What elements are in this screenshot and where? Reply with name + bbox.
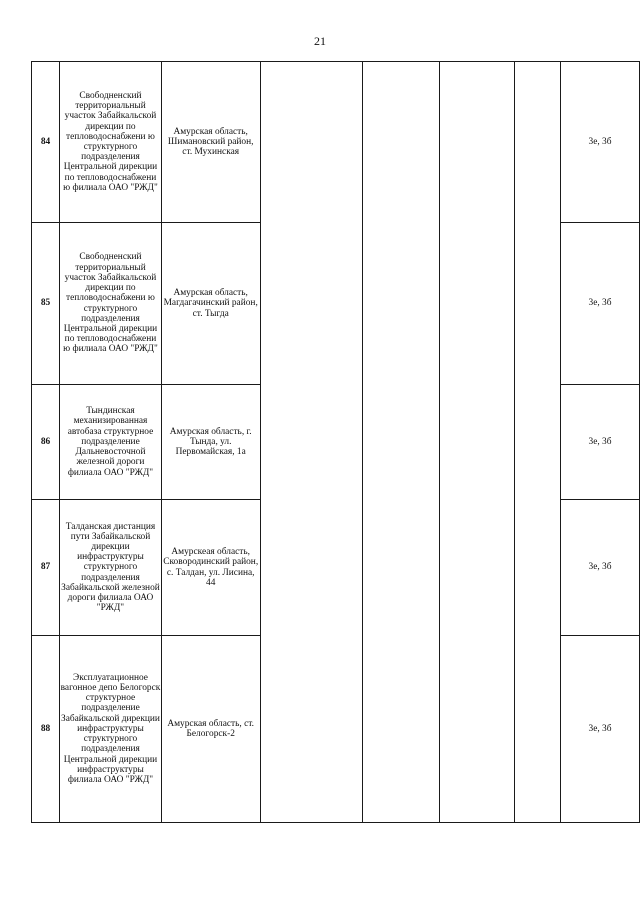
code-cell: 3е, 3б bbox=[561, 62, 640, 223]
organization-cell: Свободненский территориальный участок Забайкальской дирекции по тепловодоснабжени ю структурного подразделения Центральной дирекции по тепловодоснабжени ю филиала ОАО "РЖД" bbox=[60, 62, 162, 223]
code-cell: 3е, 3б bbox=[561, 223, 640, 385]
blank-merged-cell bbox=[362, 62, 439, 823]
organization-cell: Тындинская механизированная автобаза структурное подразделение Дальневосточной железной дороги филиала ОАО "РЖД" bbox=[60, 385, 162, 500]
address-cell: Амурская область, ст. Белогорск-2 bbox=[161, 636, 260, 823]
row-number: 84 bbox=[32, 62, 60, 223]
address-cell: Амурскеая область, Сковородинский район, с. Талдан, ул. Лисина, 44 bbox=[161, 500, 260, 636]
code-cell: 3е, 3б bbox=[561, 636, 640, 823]
organization-cell: Талданская дистанция пути Забайкальской дирекции инфраструктуры структурного подразделения Забайкальской железной дороги филиала ОАО "РЖД" bbox=[60, 500, 162, 636]
blank-merged-cell bbox=[514, 62, 560, 823]
organization-cell: Эксплуатационное вагонное депо Белогорск структурное подразделение Забайкальской дирекции инфраструктуры структурного подразделения Центральной дирекции инфраструктуры филиала ОАО "РЖД" bbox=[60, 636, 162, 823]
code-cell: 3е, 3б bbox=[561, 385, 640, 500]
code-cell: 3е, 3б bbox=[561, 500, 640, 636]
registry-table bbox=[31, 61, 640, 823]
row-number: 88 bbox=[32, 636, 60, 823]
table-row-84 bbox=[32, 62, 640, 223]
row-number: 87 bbox=[32, 500, 60, 636]
blank-merged-cell bbox=[439, 62, 514, 823]
blank-merged-cell bbox=[260, 62, 362, 823]
row-number: 85 bbox=[32, 223, 60, 385]
page-number: 21 bbox=[314, 34, 326, 48]
organization-cell: Свободненский территориальный участок Забайкальской дирекции по тепловодоснабжени ю структурного подразделения Центральной дирекции по тепловодоснабжени ю филиала ОАО "РЖД" bbox=[60, 223, 162, 385]
address-cell: Амурская область, г. Тында, ул. Первомайская, 1а bbox=[161, 385, 260, 500]
address-cell: Амурская область, Шимановский район, ст. Мухинская bbox=[161, 62, 260, 223]
row-number: 86 bbox=[32, 385, 60, 500]
address-cell: Амурская область, Магдагачинский район, ст. Тыгда bbox=[161, 223, 260, 385]
